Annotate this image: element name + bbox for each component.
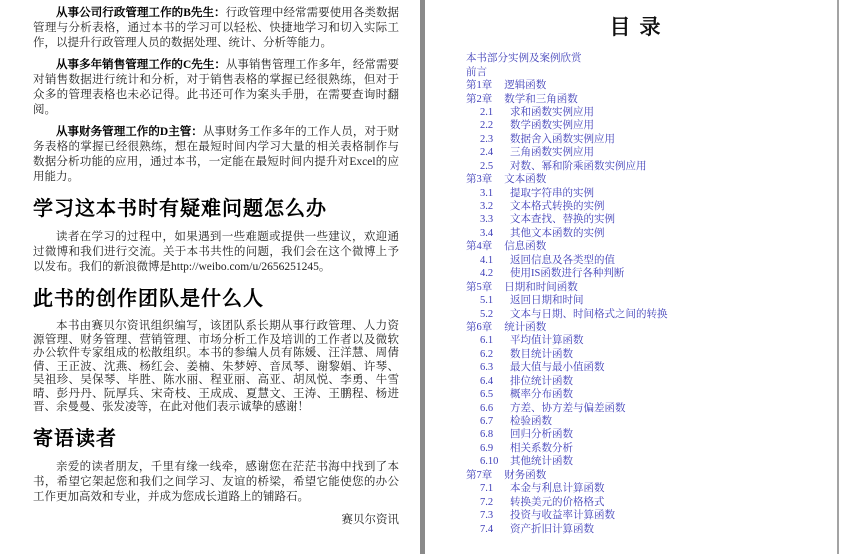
toc-entry-number: 5.2 bbox=[480, 308, 494, 320]
toc-entry-label: 概率分布函数 bbox=[510, 389, 573, 401]
toc-entry-label: 返回信息及各类型的值 bbox=[510, 254, 615, 266]
toc-entry[interactable] bbox=[425, 401, 845, 414]
toc-entry-label: 回归分析函数 bbox=[510, 429, 573, 441]
toc-entry-number: 7.1 bbox=[480, 483, 494, 495]
toc-entry[interactable] bbox=[425, 428, 845, 441]
toc-entry-label: 投资与收益率计算函数 bbox=[510, 510, 615, 522]
toc-entry-label: 三角函数实例应用 bbox=[510, 147, 594, 159]
toc-entry-number: 6.5 bbox=[480, 389, 494, 401]
toc-entry-number: 6.3 bbox=[480, 362, 494, 374]
toc-entry-label: 信息函数 bbox=[504, 241, 547, 253]
toc-entry-number: 6.10 bbox=[480, 456, 499, 468]
toc-entry-number: 6.6 bbox=[480, 402, 494, 414]
toc-entry[interactable] bbox=[425, 482, 845, 495]
toc-entry-number: 4.1 bbox=[480, 254, 494, 266]
toc-entry[interactable] bbox=[425, 307, 845, 320]
toc-entry[interactable] bbox=[425, 254, 845, 267]
section-heading-message: 寄语读者 bbox=[33, 427, 117, 450]
toc-entry-number: 6.9 bbox=[480, 442, 494, 454]
toc-entry[interactable] bbox=[425, 495, 845, 508]
toc-entry[interactable] bbox=[425, 321, 845, 334]
reader-profile-c-lead: 从事多年销售管理工作的C先生： bbox=[56, 59, 226, 71]
toc-entry-label: 资产折旧计算函数 bbox=[510, 523, 594, 535]
toc-entry-label: 前言 bbox=[466, 66, 487, 78]
toc-entry-number: 第5章 bbox=[466, 281, 493, 293]
toc-entry[interactable] bbox=[425, 267, 845, 280]
team-paragraph: 本书由赛贝尔资讯组织编写，该团队系长期从事行政管理、人力资源管理、财务管理、营销管理、市场分析工作及培训的工作者以及微软办公软件专家组成的松散组织。本书的参编人员有陈媛、汪洋慧、周倩倩、王正波、沈燕、杨红会、姜楠、朱梦婷、音凤琴、谢黎娟、许琴、吴祖珍、吴保琴、毕胜、陈水丽、程亚丽、高亚、胡凤悦、李勇、牛雪晴、彭丹丹、阮厚兵、宋奇枝、王成成、夏慧文、王涛、王鹏程、杨进晋、余曼曼、张发凌等，在此对他们表示诚挚的感谢！ bbox=[33, 320, 399, 413]
toc-entry-number: 第3章 bbox=[466, 174, 493, 186]
toc-entry-number: 7.3 bbox=[480, 510, 494, 522]
toc-entry-label: 文本格式转换的实例 bbox=[510, 201, 605, 213]
toc-entry-label: 相关系数分析 bbox=[510, 442, 573, 454]
toc-entry[interactable] bbox=[425, 442, 845, 455]
toc-entry[interactable] bbox=[425, 375, 845, 388]
toc-entry-label: 统计函数 bbox=[504, 321, 547, 333]
reader-profile-b-paragraph bbox=[33, 6, 399, 51]
toc-entry[interactable] bbox=[425, 146, 845, 159]
toc-entry-number: 6.2 bbox=[480, 348, 494, 360]
toc-entry-label: 其他文本函数的实例 bbox=[510, 227, 605, 239]
toc-entry-number: 第2章 bbox=[466, 93, 493, 105]
toc-entry[interactable] bbox=[425, 65, 845, 78]
toc-entry[interactable] bbox=[425, 334, 845, 347]
reader-profile-d-paragraph bbox=[33, 125, 399, 185]
toc-entry-number: 3.1 bbox=[480, 187, 494, 199]
toc-entry-label: 本金与利息计算函数 bbox=[510, 483, 605, 495]
toc-entry[interactable] bbox=[425, 186, 845, 199]
toc-entry[interactable] bbox=[425, 133, 845, 146]
toc-entry[interactable] bbox=[425, 227, 845, 240]
toc-entry-number: 7.4 bbox=[480, 523, 494, 535]
reader-profile-c-text: 从事销售管理工作多年，经常需要对销售数据进行统计和分析，对于销售表格的掌握已经很熟练，但对于众多的管理表格也未必记得。此书还可作为案头手册，在需要查询时翻阅。 bbox=[33, 59, 399, 116]
toc-entry-label: 检验函数 bbox=[510, 416, 552, 428]
toc-entry-label: 对数、幂和阶乘函数实例应用 bbox=[510, 160, 647, 172]
toc-entry-number: 6.7 bbox=[480, 416, 494, 428]
toc-entry[interactable] bbox=[425, 509, 845, 522]
toc-entry-number: 2.2 bbox=[480, 120, 494, 132]
toc-entry-number: 2.4 bbox=[480, 147, 494, 159]
toc-entry-label: 财务函数 bbox=[504, 469, 547, 481]
toc-entry-label: 逻辑函数 bbox=[504, 80, 547, 92]
toc-entry[interactable] bbox=[425, 522, 845, 535]
reader-profile-b-text: 行政管理中经常需要使用各类数据管理与分析表格，通过本书的学习可以轻松、快捷地学习和切入实际工作，以提升行政管理人员的数据处理、统计、分析等能力。 bbox=[33, 7, 400, 49]
left-page bbox=[0, 0, 420, 554]
publisher-signature: 赛贝尔资讯 bbox=[341, 513, 399, 526]
toc-entry-label: 日期和时间函数 bbox=[504, 281, 578, 293]
toc-entry[interactable] bbox=[425, 160, 845, 173]
reader-profile-b-lead: 从事公司行政管理工作的B先生： bbox=[56, 7, 226, 19]
right-page bbox=[425, 0, 845, 554]
toc-entry-label: 转换美元的价格格式 bbox=[510, 496, 605, 508]
toc-entry[interactable] bbox=[425, 348, 845, 361]
toc-entry-label: 提取字符串的实例 bbox=[510, 187, 594, 199]
toc-entry-label: 返回日期和时间 bbox=[510, 295, 584, 307]
toc-entry-number: 6.8 bbox=[480, 429, 494, 441]
toc-entry-number: 2.1 bbox=[480, 106, 494, 118]
toc-entry[interactable] bbox=[425, 415, 845, 428]
reader-profile-d-text: 从事财务工作多年的工作人员，对于财务表格的掌握已经很熟练，想在最短时间内学习大量的相关表格制作与数据分析功能的应用，通过本书，一定能在最短时间内提升对Excel的应用能力。 bbox=[33, 126, 399, 183]
toc-entry-label: 排位统计函数 bbox=[510, 375, 573, 387]
toc-entry-label: 方差、协方差与偏差函数 bbox=[510, 402, 626, 414]
toc-entry-label: 最大值与最小值函数 bbox=[510, 362, 605, 374]
toc-entry-label: 文本函数 bbox=[504, 174, 547, 186]
toc-entry-number: 第4章 bbox=[466, 241, 493, 253]
toc-entry[interactable] bbox=[425, 361, 845, 374]
section-heading-team: 此书的创作团队是什么人 bbox=[33, 288, 264, 310]
toc-entry[interactable] bbox=[425, 173, 845, 186]
toc-entry-number: 第6章 bbox=[466, 321, 493, 333]
toc-entry-number: 3.4 bbox=[480, 227, 494, 239]
toc-list bbox=[425, 52, 845, 536]
toc-entry[interactable] bbox=[425, 213, 845, 226]
page-edge-line bbox=[837, 0, 839, 554]
toc-entry[interactable] bbox=[425, 52, 845, 65]
toc-entry[interactable] bbox=[425, 294, 845, 307]
toc-entry-number: 6.4 bbox=[480, 375, 494, 387]
message-paragraph: 亲爱的读者朋友，千里有缘一线牵，感谢您在茫茫书海中找到了本书，希望它架起您和我们之间学习、友谊的桥梁，希望它能使您的办公工作更加高效和专业，并成为您成长道路上的铺路石。 bbox=[33, 460, 399, 503]
section-heading-questions: 学习这本书时有疑难问题怎么办 bbox=[33, 198, 327, 220]
toc-entry[interactable] bbox=[425, 240, 845, 253]
toc-entry-label: 文本与日期、时间格式之间的转换 bbox=[510, 308, 668, 320]
toc-entry-label: 使用IS函数进行各种判断 bbox=[510, 268, 625, 280]
toc-entry[interactable] bbox=[425, 119, 845, 132]
toc-entry-number: 4.2 bbox=[480, 268, 494, 280]
toc-entry[interactable] bbox=[425, 388, 845, 401]
toc-entry-label: 求和函数实例应用 bbox=[510, 106, 594, 118]
toc-entry-number: 第7章 bbox=[466, 469, 493, 481]
toc-entry[interactable] bbox=[425, 455, 845, 468]
toc-entry-number: 3.3 bbox=[480, 214, 494, 226]
toc-entry-number: 第1章 bbox=[466, 80, 493, 92]
toc-entry-label: 数学和三角函数 bbox=[504, 93, 578, 105]
toc-entry[interactable] bbox=[425, 469, 845, 482]
toc-entry[interactable] bbox=[425, 280, 845, 293]
toc-entry-label: 文本查找、替换的实例 bbox=[510, 214, 615, 226]
toc-title: 目录 bbox=[609, 15, 670, 39]
questions-paragraph: 读者在学习的过程中，如果遇到一些难题或提供一些建议，欢迎通过微博和我们进行交流。关于本书共性的问题，我们会在这个微博上予以发布。我们的新浪微博是http://weibo.com/u/2656251245。 bbox=[33, 231, 399, 273]
toc-entry[interactable] bbox=[425, 92, 845, 105]
toc-entry-label: 数据舍入函数实例应用 bbox=[510, 133, 615, 145]
toc-entry[interactable] bbox=[425, 79, 845, 92]
toc-entry-number: 2.3 bbox=[480, 133, 494, 145]
toc-entry[interactable] bbox=[425, 200, 845, 213]
toc-entry-number: 3.2 bbox=[480, 201, 494, 213]
toc-entry-label: 本书部分实例及案例欣赏 bbox=[466, 53, 582, 65]
toc-entry-number: 5.1 bbox=[480, 295, 494, 307]
toc-entry-label: 数学函数实例应用 bbox=[510, 120, 594, 132]
toc-entry-label: 其他统计函数 bbox=[510, 456, 573, 468]
toc-entry-number: 2.5 bbox=[480, 160, 494, 172]
toc-entry-label: 平均值计算函数 bbox=[510, 335, 584, 347]
reader-profile-d-lead: 从事财务管理工作的D主管： bbox=[56, 126, 203, 138]
toc-entry-label: 数目统计函数 bbox=[510, 348, 573, 360]
toc-entry[interactable] bbox=[425, 106, 845, 119]
toc-entry-number: 7.2 bbox=[480, 496, 494, 508]
toc-entry-number: 6.1 bbox=[480, 335, 494, 347]
reader-profile-c-paragraph bbox=[33, 58, 399, 118]
